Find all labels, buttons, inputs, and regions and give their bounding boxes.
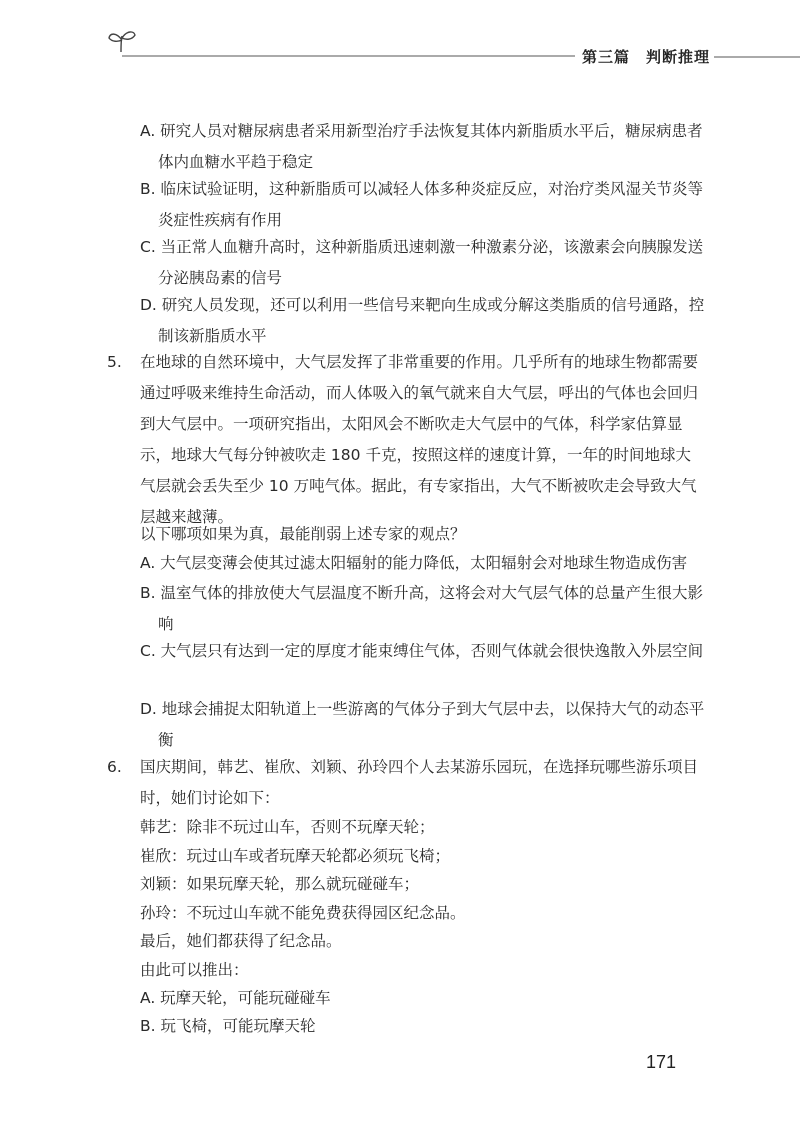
q5-option-b: B. 温室气体的排放使大气层温度不断升高，这将会对大气层气体的总量产生很大影响: [140, 584, 703, 633]
page-number: 171: [646, 1052, 677, 1072]
q5-option-d: D. 地球会捕捉太阳轨道上一些游离的气体分子到大气层中去，以保持大气的动态平衡: [140, 700, 705, 749]
q6-statement: 孙玲：不玩过山车就不能免费获得园区纪念品。: [140, 904, 466, 922]
q6-stem: 国庆期间，韩艺、崔欣、刘颖、孙玲四个人去某游乐园玩，在选择玩哪些游乐项目时，她们讨论如下：: [140, 758, 699, 807]
q4-option-c: C. 当正常人血糖升高时，这种新脂质迅速刺激一种激素分泌，该激素会向胰腺发送分泌胰岛素的信号: [140, 238, 704, 287]
q5-number: 5.: [107, 353, 122, 371]
q6-statement: 崔欣：玩过山车或者玩摩天轮都必须玩飞椅；: [140, 847, 451, 865]
q6-conclusion: 最后，她们都获得了纪念品。: [140, 932, 342, 950]
q4-option-a: A. 研究人员对糖尿病患者采用新型治疗手法恢复其体内新脂质水平后，糖尿病患者体内血糖水平趋于稳定: [140, 122, 703, 171]
q6-option-a: A. 玩摩天轮，可能玩碰碰车: [140, 989, 331, 1007]
q6-statement: 韩艺：除非不玩过山车，否则不玩摩天轮；: [140, 818, 435, 836]
q6-question: 由此可以推出：: [140, 961, 249, 979]
sprout-icon: [109, 32, 135, 52]
q6-statement: 刘颖：如果玩摩天轮，那么就玩碰碰车；: [140, 875, 420, 893]
q4-option-d: D. 研究人员发现，还可以利用一些信号来靶向生成或分解这类脂质的信号通路，控制该新脂质水平: [140, 296, 705, 345]
page-header: [0, 0, 800, 80]
q6-number: 6.: [107, 758, 122, 776]
q5-option-a: A. 大气层变薄会使其过滤太阳辐射的能力降低，太阳辐射会对地球生物造成伤害: [140, 554, 688, 572]
q5-option-c: C. 大气层只有达到一定的厚度才能束缚住气体，否则气体就会很快逸散入外层空间: [140, 642, 704, 660]
q4-option-b: B. 临床试验证明，这种新脂质可以减轻人体多种炎症反应，对治疗类风湿关节炎等炎症性疾病有作用: [140, 180, 703, 229]
q5-question: 以下哪项如果为真，最能削弱上述专家的观点？: [140, 525, 466, 543]
q6-option-b: B. 玩飞椅，可能玩摩天轮: [140, 1017, 316, 1035]
section-title: 第三篇 判断推理: [578, 46, 714, 67]
header-rule: [0, 0, 800, 80]
q5-stem: 在地球的自然环境中，大气层发挥了非常重要的作用。几乎所有的地球生物都需要通过呼吸来维持生命活动，而人体吸入的氧气就来自大气层，呼出的气体也会回归到大气层中。一项研究指出，太阳风会不断吹走大气层中的气体，科学家估算显示，地球大气每分钟被吹走 180 千克，按照这样的速度计算，一年的时间地球大气层就会丢失至少 10 万吨气体。据此，有专家指出，大气不断被吹走会导致大气层越来越薄。: [140, 353, 699, 526]
